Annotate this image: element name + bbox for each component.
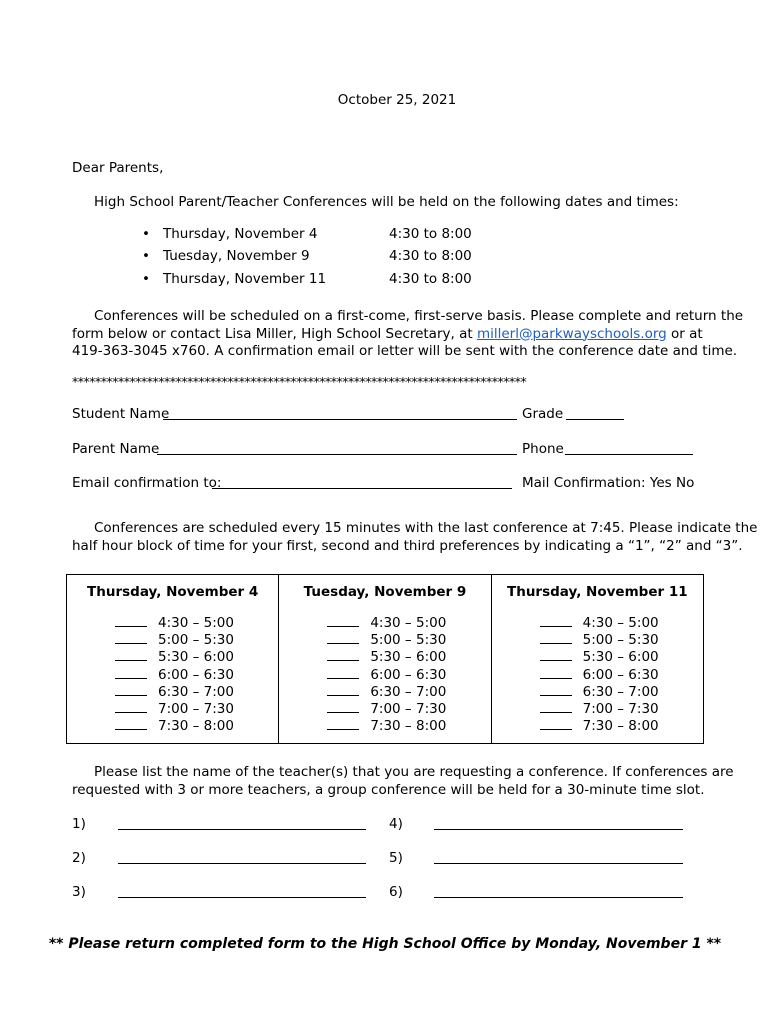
time-slot[interactable]: 6:30 – 7:00 bbox=[115, 683, 234, 700]
email-confirmation-label: Email confirmation to: bbox=[72, 475, 222, 491]
intro-text: High School Parent/Teacher Conferences will be held on the following dates and times: bbox=[94, 194, 679, 210]
teacher-field[interactable] bbox=[118, 863, 366, 864]
time-slot[interactable]: 5:30 – 6:00 bbox=[540, 648, 659, 665]
slot-list bbox=[115, 614, 234, 734]
return-instructions: ** Please return completed form to the High School Office by Monday, November 1 ** bbox=[48, 936, 722, 952]
teacher-number: 2) bbox=[72, 850, 86, 866]
schedule-column bbox=[279, 575, 491, 743]
column-heading: Thursday, November 11 bbox=[507, 584, 688, 600]
date-day: Tuesday, November 9 bbox=[163, 248, 310, 264]
date-time: 4:30 to 8:00 bbox=[389, 226, 472, 242]
time-slot[interactable]: 7:00 – 7:30 bbox=[115, 700, 234, 717]
date-time: 4:30 to 8:00 bbox=[389, 248, 472, 264]
para1-line2-post: or at bbox=[666, 325, 703, 342]
para3-line1: Please list the name of the teacher(s) that you are requesting a conference. If conferences are bbox=[94, 764, 734, 780]
bullet-icon: • bbox=[142, 271, 150, 287]
time-slot[interactable]: 7:30 – 8:00 bbox=[115, 717, 234, 734]
time-slot[interactable]: 7:00 – 7:30 bbox=[327, 700, 446, 717]
salutation: Dear Parents, bbox=[72, 160, 164, 176]
parent-name-field[interactable] bbox=[157, 454, 517, 455]
parent-name-label: Parent Name bbox=[72, 441, 160, 457]
time-slot[interactable]: 7:30 – 8:00 bbox=[327, 717, 446, 734]
time-slot[interactable]: 6:00 – 6:30 bbox=[115, 666, 234, 683]
date-day: Thursday, November 4 bbox=[163, 226, 318, 242]
teacher-field[interactable] bbox=[434, 829, 683, 830]
teacher-field[interactable] bbox=[118, 897, 366, 898]
grade-field[interactable] bbox=[566, 419, 624, 420]
para3-line2: requested with 3 or more teachers, a group conference will be held for a 30-minute time slot. bbox=[72, 781, 705, 798]
slot-list bbox=[540, 614, 659, 734]
time-slot[interactable]: 7:00 – 7:30 bbox=[540, 700, 659, 717]
teacher-number: 1) bbox=[72, 816, 86, 832]
teacher-request-instructions bbox=[72, 764, 734, 799]
teacher-number: 4) bbox=[389, 816, 403, 832]
teacher-number: 3) bbox=[72, 884, 86, 900]
para1-line3: 419-363-3045 x760. A confirmation email or letter will be sent with the conference date and time. bbox=[72, 343, 738, 359]
phone-label: Phone bbox=[522, 441, 564, 457]
time-slot[interactable]: 4:30 – 5:00 bbox=[540, 614, 659, 631]
date-day: Thursday, November 11 bbox=[163, 271, 327, 287]
bullet-icon: • bbox=[142, 226, 150, 242]
teacher-field[interactable] bbox=[118, 829, 366, 830]
phone-field[interactable] bbox=[565, 454, 693, 455]
scheduling-paragraph bbox=[72, 308, 744, 361]
mail-confirmation-label[interactable]: Mail Confirmation: Yes No bbox=[522, 475, 695, 491]
column-heading: Tuesday, November 9 bbox=[303, 584, 467, 600]
schedule-column bbox=[492, 575, 703, 743]
teacher-number: 6) bbox=[389, 884, 403, 900]
time-slot[interactable]: 5:00 – 5:30 bbox=[327, 631, 446, 648]
column-heading: Thursday, November 4 bbox=[87, 584, 259, 600]
para1-line1: Conferences will be scheduled on a first-come, first-serve basis. Please complete and return the bbox=[94, 308, 744, 324]
time-slot[interactable]: 7:30 – 8:00 bbox=[540, 717, 659, 734]
email-confirmation-field[interactable] bbox=[212, 488, 512, 489]
time-slot[interactable]: 6:00 – 6:30 bbox=[540, 666, 659, 683]
time-slot[interactable]: 4:30 – 5:00 bbox=[115, 614, 234, 631]
time-slot[interactable]: 5:30 – 6:00 bbox=[327, 648, 446, 665]
student-name-field[interactable] bbox=[163, 419, 517, 420]
para2-line2: half hour block of time for your first, second and third preferences by indicating a “1”, “2” and “3”. bbox=[72, 537, 743, 554]
bullet-icon: • bbox=[142, 248, 150, 264]
schedule-instructions bbox=[72, 520, 758, 555]
secretary-email-link[interactable]: millerl@parkwayschools.org bbox=[476, 325, 667, 342]
para1-line2-pre: form below or contact Lisa Miller, High School Secretary, at bbox=[72, 325, 477, 342]
time-slot[interactable]: 6:30 – 7:00 bbox=[327, 683, 446, 700]
teacher-field[interactable] bbox=[434, 863, 683, 864]
schedule-column bbox=[67, 575, 279, 743]
time-slot[interactable]: 6:30 – 7:00 bbox=[540, 683, 659, 700]
time-slot[interactable]: 5:30 – 6:00 bbox=[115, 648, 234, 665]
grade-label: Grade bbox=[522, 406, 564, 422]
slot-list bbox=[327, 614, 446, 734]
date-time: 4:30 to 8:00 bbox=[389, 271, 472, 287]
time-slot[interactable]: 5:00 – 5:30 bbox=[540, 631, 659, 648]
time-slot[interactable]: 4:30 – 5:00 bbox=[327, 614, 446, 631]
time-slot[interactable]: 6:00 – 6:30 bbox=[327, 666, 446, 683]
time-slot[interactable]: 5:00 – 5:30 bbox=[115, 631, 234, 648]
letter-date: October 25, 2021 bbox=[337, 92, 457, 108]
asterisk-separator: ******************************************************************************* bbox=[72, 374, 527, 389]
teacher-field[interactable] bbox=[434, 897, 683, 898]
para2-line1: Conferences are scheduled every 15 minutes with the last conference at 7:45. Please indicate the bbox=[94, 520, 758, 536]
student-name-label: Student Name bbox=[72, 406, 170, 422]
teacher-number: 5) bbox=[389, 850, 403, 866]
time-preference-table bbox=[66, 574, 704, 744]
